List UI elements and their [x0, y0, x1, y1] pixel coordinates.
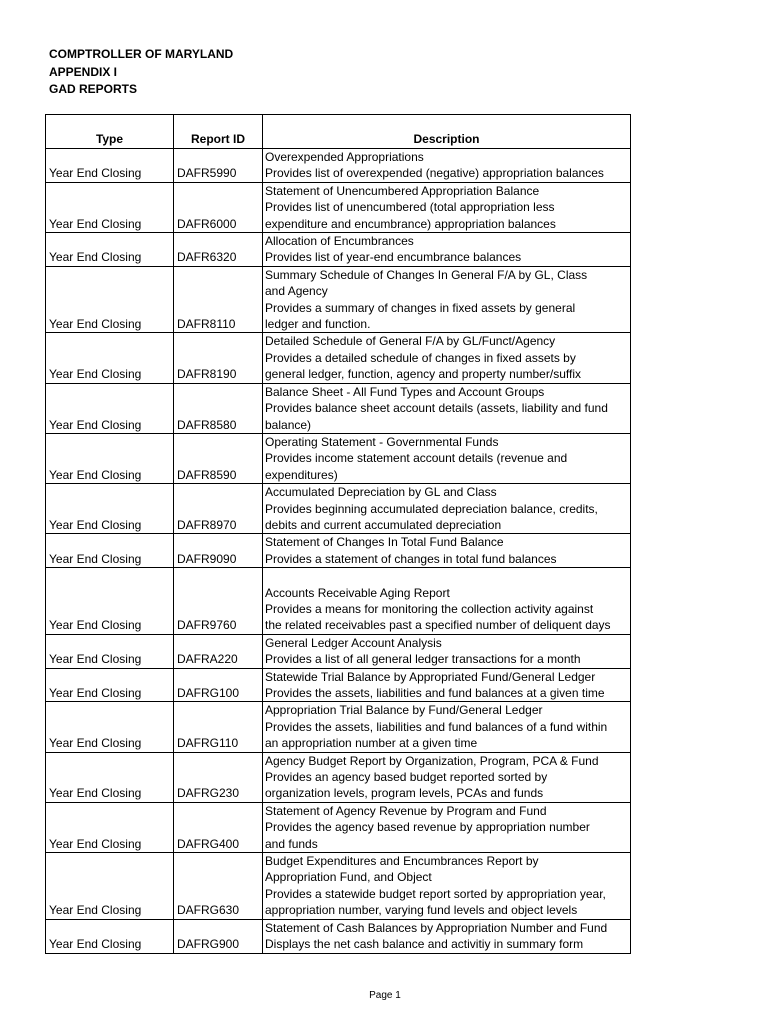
- table-row: [46, 634, 631, 668]
- report-type-cell: Year End Closing: [46, 668, 174, 702]
- description-line: Statewide Trial Balance by Appropriated Fund/General Ledger: [265, 669, 596, 684]
- report-description-cell: [263, 182, 631, 232]
- table-row: [46, 149, 631, 183]
- report-description-cell: [263, 484, 631, 534]
- table-row: [46, 702, 631, 752]
- description-line: Provides an agency based budget reported sorted by: [265, 770, 548, 785]
- description-line: Provides list of year-end encumbrance balances: [265, 250, 522, 265]
- report-type-cell: Year End Closing: [46, 383, 174, 433]
- report-id-cell: DAFRG900: [174, 919, 263, 953]
- report-description-cell: [263, 634, 631, 668]
- report-type-cell: Year End Closing: [46, 919, 174, 953]
- description-line: Appropriation Trial Balance by Fund/General Ledger: [265, 703, 543, 718]
- report-description-cell: [263, 568, 631, 635]
- report-id-cell: DAFR8110: [174, 266, 263, 333]
- report-description-cell: [263, 802, 631, 852]
- report-type-cell: Year End Closing: [46, 433, 174, 483]
- description-line: Appropriation Fund, and Object: [265, 870, 432, 885]
- report-type-cell: Year End Closing: [46, 534, 174, 568]
- report-description-cell: [263, 752, 631, 802]
- description-line: balance): [265, 417, 312, 432]
- report-id-cell: DAFRG230: [174, 752, 263, 802]
- description-line: Agency Budget Report by Organization, Program, PCA & Fund: [265, 753, 599, 768]
- report-type-cell: Year End Closing: [46, 634, 174, 668]
- report-description-cell: [263, 853, 631, 920]
- description-line: Provides the agency based revenue by appropriation number: [265, 820, 590, 835]
- report-description-cell: [263, 534, 631, 568]
- column-header-description: Description: [263, 115, 631, 149]
- description-line: ledger and function.: [265, 317, 371, 332]
- description-line: Provides a statewide budget report sorted by appropriation year,: [265, 886, 606, 901]
- description-line: Provides a statement of changes in total fund balances: [265, 551, 557, 566]
- report-type-cell: Year End Closing: [46, 853, 174, 920]
- table-row: [46, 668, 631, 702]
- description-line: Provides a means for monitoring the collection activity against: [265, 601, 594, 616]
- description-line: Accounts Receivable Aging Report: [265, 585, 450, 600]
- description-line: Statement of Agency Revenue by Program and Fund: [265, 803, 547, 818]
- description-line: Provides balance sheet account details (assets, liability and fund: [265, 401, 608, 416]
- table-row: [46, 802, 631, 852]
- report-id-cell: DAFR9760: [174, 568, 263, 635]
- report-id-cell: DAFRA220: [174, 634, 263, 668]
- description-line: Summary Schedule of Changes In General F/A by GL, Class: [265, 267, 588, 282]
- column-header-type: Type: [46, 115, 174, 149]
- description-line: [265, 568, 628, 584]
- report-description-cell: [263, 149, 631, 183]
- description-line: expenditures): [265, 467, 338, 482]
- report-type-cell: Year End Closing: [46, 266, 174, 333]
- description-line: General Ledger Account Analysis: [265, 635, 442, 650]
- description-line: Detailed Schedule of General F/A by GL/Funct/Agency: [265, 334, 556, 349]
- report-id-cell: DAFRG630: [174, 853, 263, 920]
- table-row: [46, 433, 631, 483]
- table-row: [46, 333, 631, 383]
- report-description-cell: [263, 433, 631, 483]
- table-row: [46, 484, 631, 534]
- description-line: an appropriation number at a given time: [265, 736, 478, 751]
- description-line: Displays the net cash balance and activitiy in summary form: [265, 937, 584, 952]
- report-description-cell: [263, 668, 631, 702]
- appendix-title: APPENDIX I: [49, 64, 118, 79]
- table-header-row: [46, 115, 631, 149]
- description-line: general ledger, function, agency and property number/suffix: [265, 367, 581, 382]
- report-id-cell: DAFR8590: [174, 433, 263, 483]
- report-type-cell: Year End Closing: [46, 702, 174, 752]
- report-id-cell: DAFRG400: [174, 802, 263, 852]
- description-line: and funds: [265, 836, 318, 851]
- table-row: [46, 383, 631, 433]
- report-description-cell: [263, 233, 631, 267]
- report-description-cell: [263, 383, 631, 433]
- description-line: Provides list of unencumbered (total appropriation less: [265, 200, 555, 215]
- report-id-cell: DAFR6320: [174, 233, 263, 267]
- description-line: and Agency: [265, 284, 328, 299]
- description-line: debits and current accumulated depreciation: [265, 517, 502, 532]
- description-line: Statement of Changes In Total Fund Balance: [265, 535, 504, 550]
- table-row: [46, 853, 631, 920]
- report-description-cell: [263, 919, 631, 953]
- column-header-report-id: Report ID: [174, 115, 263, 149]
- report-type-cell: Year End Closing: [46, 333, 174, 383]
- description-line: expenditure and encumbrance) appropriation balances: [265, 216, 556, 231]
- table-row: [46, 233, 631, 267]
- description-line: Operating Statement - Governmental Funds: [265, 434, 499, 449]
- report-id-cell: DAFR8970: [174, 484, 263, 534]
- description-line: Provides the assets, liabilities and fund balances at a given time: [265, 686, 605, 700]
- description-line: organization levels, program levels, PCAs and funds: [265, 786, 544, 801]
- description-line: Statement of Unencumbered Appropriation Balance: [265, 183, 540, 198]
- description-line: Allocation of Encumbrances: [265, 234, 414, 249]
- description-line: the related receivables past a specified number of deliquent days: [265, 618, 611, 633]
- table-row: [46, 752, 631, 802]
- report-type-cell: Year End Closing: [46, 484, 174, 534]
- report-type-cell: Year End Closing: [46, 752, 174, 802]
- report-type-cell: Year End Closing: [46, 233, 174, 267]
- description-line: Budget Expenditures and Encumbrances Report by: [265, 854, 539, 869]
- report-id-cell: DAFRG110: [174, 702, 263, 752]
- report-type-cell: Year End Closing: [46, 568, 174, 635]
- report-id-cell: DAFR9090: [174, 534, 263, 568]
- table-row: [46, 534, 631, 568]
- description-line: Overexpended Appropriations: [265, 150, 424, 164]
- description-line: appropriation number, varying fund levels and object levels: [265, 903, 578, 918]
- report-description-cell: [263, 702, 631, 752]
- table-row: [46, 919, 631, 953]
- report-id-cell: DAFR6000: [174, 182, 263, 232]
- table-row: [46, 568, 631, 635]
- description-line: Provides the assets, liabilities and fund balances of a fund within: [265, 719, 608, 734]
- report-type-cell: Year End Closing: [46, 149, 174, 183]
- page-number: Page 1: [369, 990, 401, 1001]
- description-line: Provides list of overexpended (negative) appropriation balances: [265, 166, 604, 181]
- reports-table: [45, 114, 631, 954]
- report-id-cell: DAFR8190: [174, 333, 263, 383]
- document-header: [49, 46, 233, 99]
- description-line: Provides a summary of changes in fixed assets by general: [265, 300, 576, 315]
- report-title: GAD REPORTS: [49, 82, 138, 96]
- description-line: Provides beginning accumulated depreciation balance, credits,: [265, 501, 598, 516]
- report-id-cell: DAFR5990: [174, 149, 263, 183]
- description-line: Balance Sheet - All Fund Types and Account Groups: [265, 384, 545, 399]
- description-line: Statement of Cash Balances by Appropriation Number and Fund: [265, 920, 608, 935]
- report-description-cell: [263, 266, 631, 333]
- description-line: Provides income statement account details (revenue and: [265, 451, 568, 466]
- report-type-cell: Year End Closing: [46, 182, 174, 232]
- description-line: Provides a detailed schedule of changes in fixed assets by: [265, 350, 576, 365]
- report-type-cell: Year End Closing: [46, 802, 174, 852]
- description-line: Accumulated Depreciation by GL and Class: [265, 485, 497, 500]
- org-title: COMPTROLLER OF MARYLAND: [49, 47, 234, 61]
- table-row: [46, 182, 631, 232]
- report-id-cell: DAFR8580: [174, 383, 263, 433]
- description-line: Provides a list of all general ledger transactions for a month: [265, 652, 581, 667]
- report-id-cell: DAFRG100: [174, 668, 263, 702]
- table-row: [46, 266, 631, 333]
- report-description-cell: [263, 333, 631, 383]
